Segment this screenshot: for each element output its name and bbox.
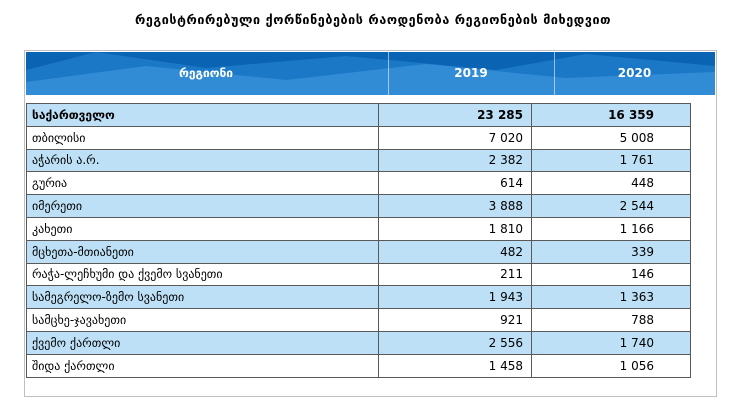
value-2019-cell: 1 810 xyxy=(379,217,532,240)
region-cell: კახეთი xyxy=(27,217,379,240)
table-row xyxy=(27,104,691,127)
table-row xyxy=(27,354,691,377)
value-2020-cell: 16 359 xyxy=(532,104,691,127)
value-2020-cell: 1 740 xyxy=(532,331,691,354)
region-cell: გურია xyxy=(27,172,379,195)
value-2020-cell: 339 xyxy=(532,240,691,263)
region-cell: შიდა ქართლი xyxy=(27,354,379,377)
value-2020-cell: 1 056 xyxy=(532,354,691,377)
value-2020-cell: 1 166 xyxy=(532,217,691,240)
region-cell: აჭარის ა.რ. xyxy=(27,149,379,172)
table-row xyxy=(27,309,691,332)
value-2019-cell: 23 285 xyxy=(379,104,532,127)
region-cell: მცხეთა-მთიანეთი xyxy=(27,240,379,263)
table-row xyxy=(27,149,691,172)
table-row xyxy=(27,263,691,286)
table-row xyxy=(27,240,691,263)
value-2019-cell: 7 020 xyxy=(379,126,532,149)
value-2020-cell: 1 363 xyxy=(532,286,691,309)
region-cell: რაჭა-ლეჩხუმი და ქვემო სვანეთი xyxy=(27,263,379,286)
value-2020-cell: 146 xyxy=(532,263,691,286)
value-2019-cell: 921 xyxy=(379,309,532,332)
value-2020-cell: 5 008 xyxy=(532,126,691,149)
region-cell: სამცხე-ჯავახეთი xyxy=(27,309,379,332)
value-2019-cell: 1 458 xyxy=(379,354,532,377)
table-row xyxy=(27,195,691,218)
value-2019-cell: 482 xyxy=(379,240,532,263)
region-cell: ქვემო ქართლი xyxy=(27,331,379,354)
value-2020-cell: 2 544 xyxy=(532,195,691,218)
region-cell: იმერეთი xyxy=(27,195,379,218)
region-cell: თბილისი xyxy=(27,126,379,149)
table-row xyxy=(27,172,691,195)
table-row xyxy=(27,126,691,149)
value-2019-cell: 211 xyxy=(379,263,532,286)
value-2019-cell: 3 888 xyxy=(379,195,532,218)
table-row xyxy=(27,217,691,240)
marriages-table xyxy=(26,103,691,378)
header-2020: 2020 xyxy=(617,66,652,80)
value-2019-cell: 1 943 xyxy=(379,286,532,309)
table-row xyxy=(27,331,691,354)
value-2019-cell: 614 xyxy=(379,172,532,195)
table-header xyxy=(26,52,715,95)
value-2020-cell: 448 xyxy=(532,172,691,195)
table-row xyxy=(27,286,691,309)
value-2020-cell: 788 xyxy=(532,309,691,332)
value-2019-cell: 2 382 xyxy=(379,149,532,172)
region-cell: საქართველო xyxy=(27,104,379,127)
region-cell: სამეგრელო-ზემო სვანეთი xyxy=(27,286,379,309)
value-2020-cell: 1 761 xyxy=(532,149,691,172)
header-2019: 2019 xyxy=(454,66,488,80)
header-region: რეგიონი xyxy=(178,66,234,80)
page-title: რეგისტრირებული ქორწინებების რაოდენობა რეგიონების მიხედვით xyxy=(134,12,612,27)
value-2019-cell: 2 556 xyxy=(379,331,532,354)
